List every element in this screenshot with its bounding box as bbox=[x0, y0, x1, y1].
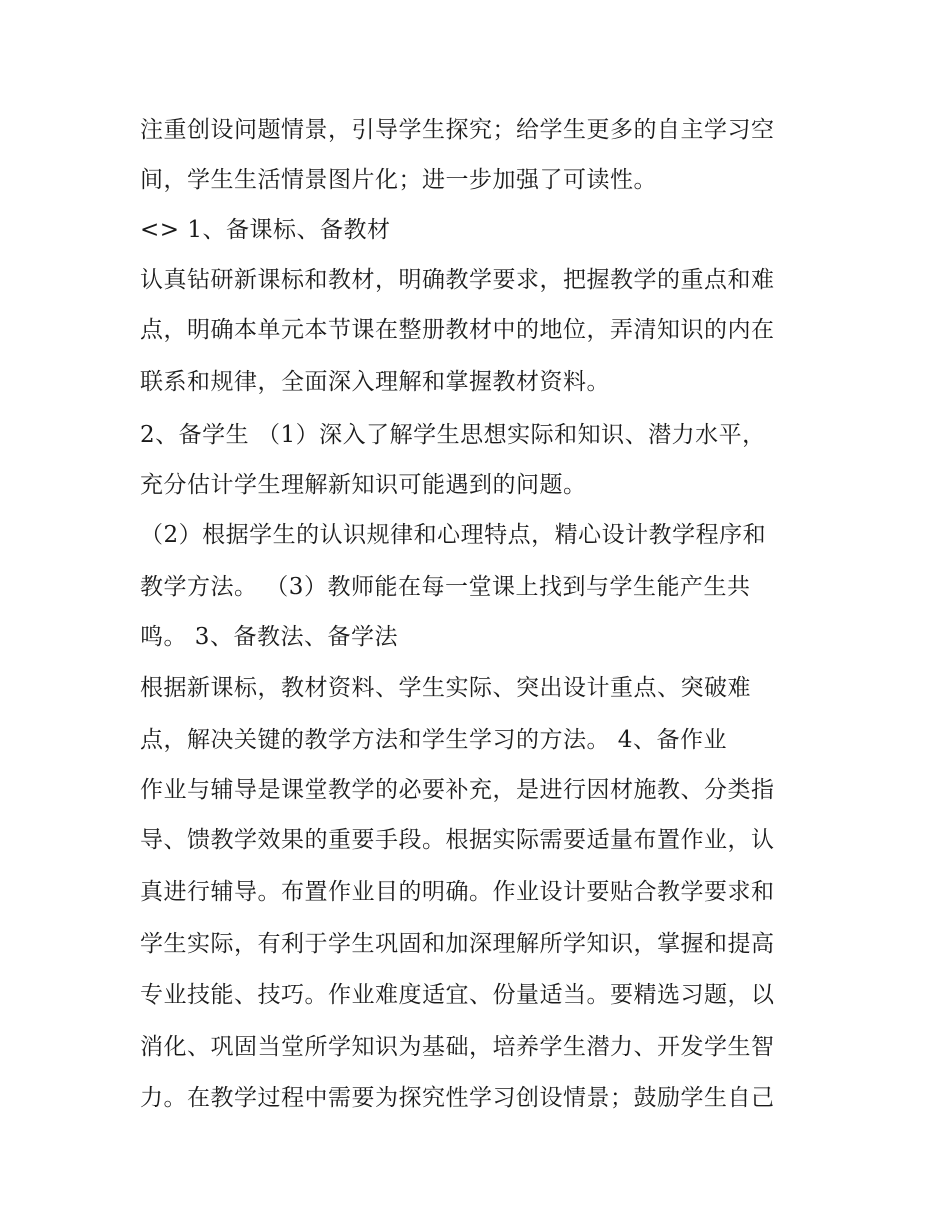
text-line: 学生实际，有利于学生巩固和加深理解所学知识，掌握和提高 bbox=[140, 931, 775, 957]
text-line: 消化、巩固当堂所学知识为基础，培养学生潜力、开发学生智 bbox=[140, 1034, 775, 1060]
text-line: 教学方法。 （3）教师能在每一堂课上找到与学生能产生共 bbox=[140, 574, 751, 600]
text-line: 力。在教学过程中需要为探究性学习创设情景；鼓励学生自己 bbox=[140, 1085, 775, 1111]
section-heading: <> 1、备课标、备教材 bbox=[140, 217, 391, 243]
text-line: 根据新课标，教材资料、学生实际、突出设计重点、突破难 bbox=[140, 675, 751, 701]
text-line: 导、馈教学效果的重要手段。根据实际需要适量布置作业，认 bbox=[140, 827, 775, 853]
text-line: 2、备学生 （1）深入了解学生思想实际和知识、潜力水平， bbox=[140, 422, 766, 448]
text-line: 间，学生生活情景图片化；进一步加强了可读性。 bbox=[140, 167, 657, 193]
text-line: 联系和规律，全面深入理解和掌握教材资料。 bbox=[140, 369, 610, 395]
text-line: 点，解决关键的教学方法和学生学习的方法。 4、备作业 bbox=[140, 727, 727, 753]
text-line: 注重创设问题情景，引导学生探究；给学生更多的自主学习空 bbox=[140, 117, 775, 143]
text-line: （2）根据学生的认识规律和心理特点，精心设计教学程序和 bbox=[140, 522, 767, 548]
text-line: 鸣。 3、备教法、备学法 bbox=[140, 624, 398, 650]
text-line: 作业与辅导是课堂教学的必要补充，是进行因材施教、分类指 bbox=[140, 777, 775, 803]
text-line: 真进行辅导。布置作业目的明确。作业设计要贴合教学要求和 bbox=[140, 879, 775, 905]
text-line: 认真钻研新课标和教材，明确教学要求，把握教学的重点和难 bbox=[140, 267, 775, 293]
text-line: 点，明确本单元本节课在整册教材中的地位，弄清知识的内在 bbox=[140, 317, 775, 343]
text-line: 专业技能、技巧。作业难度适宜、份量适当。要精选习题，以 bbox=[140, 982, 775, 1008]
text-line: 充分估计学生理解新知识可能遇到的问题。 bbox=[140, 472, 587, 498]
